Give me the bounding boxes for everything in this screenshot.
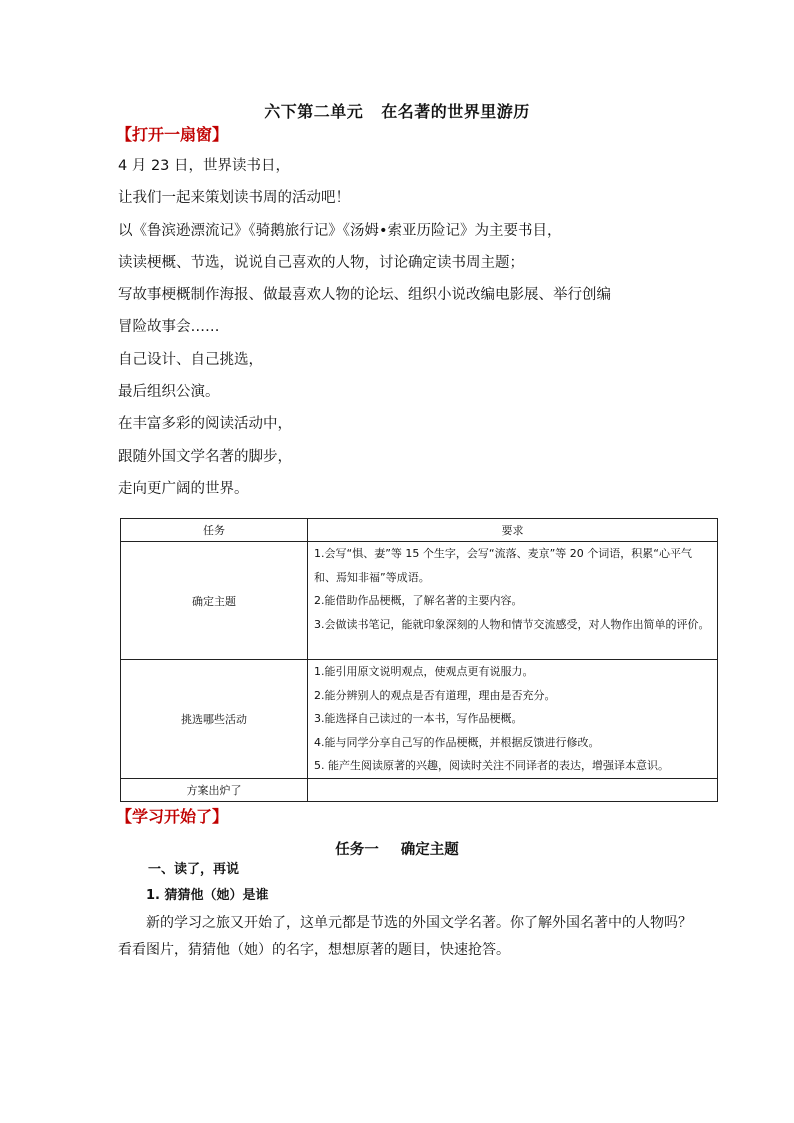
poem-line: 最后组织公演。 bbox=[118, 384, 220, 401]
requirements-cell bbox=[308, 660, 718, 779]
poem-line: 读读梗概、节选，说说自己喜欢的人物，讨论确定读书周主题； bbox=[118, 254, 524, 271]
requirement-line: 2.能借助作品梗概，了解名著的主要内容。 bbox=[314, 594, 523, 607]
table-header-row bbox=[121, 519, 718, 542]
section-heading-open-window: 【打开一扇窗】 bbox=[116, 125, 229, 144]
task-cell: 方案出炉了 bbox=[121, 778, 308, 801]
table-row bbox=[121, 660, 718, 779]
poem-line: 自己设计、自己挑选， bbox=[118, 351, 263, 368]
intro-paragraph bbox=[118, 910, 698, 964]
title-unit: 六下第二单元 bbox=[264, 102, 364, 121]
requirement-line: 3.会做读书笔记，能就印象深刻的人物和情节交流感受，对人物作出简单的评价。 bbox=[314, 617, 710, 631]
requirement-line: 2.能分辨别人的观点是否有道理，理由是否充分。 bbox=[314, 688, 556, 702]
paragraph-text: 新的学习之旅又开始了，这单元都是节选的外国文学名著。你了解外国名著中的人物吗？看看图片，猜猜他（她）的名字，想想原著的题目，快速抢答。 bbox=[118, 915, 692, 958]
intro-poem bbox=[118, 150, 718, 505]
subheading-read-and-say: 一、读了，再说 bbox=[148, 862, 240, 877]
section-heading-learning-begins: 【学习开始了】 bbox=[116, 807, 229, 826]
subheading-guess-who: 1. 猜猜他（她）是谁 bbox=[146, 888, 269, 903]
header-task: 任务 bbox=[121, 519, 308, 542]
task-number: 任务一 bbox=[335, 842, 379, 858]
header-requirements: 要求 bbox=[308, 519, 718, 542]
requirements-cell bbox=[308, 542, 718, 660]
requirement-line: 4.能与同学分享自己写的作品梗概，并根据反馈进行修改。 bbox=[314, 735, 600, 749]
poem-line: 在丰富多彩的阅读活动中， bbox=[118, 416, 292, 433]
requirement-line: 5. 能产生阅读原著的兴趣，阅读时关注不同译者的表达，增强译本意识。 bbox=[314, 759, 669, 772]
requirements-cell bbox=[308, 778, 718, 801]
title-theme: 在名著的世界里游历 bbox=[381, 102, 530, 121]
task-name: 确定主题 bbox=[400, 842, 459, 858]
page-title bbox=[0, 99, 794, 122]
table-row bbox=[121, 778, 718, 801]
table-row bbox=[121, 542, 718, 660]
task-requirements-table bbox=[120, 518, 718, 802]
task-cell: 确定主题 bbox=[121, 542, 308, 660]
requirement-line: 1.会写“惧、妻”等 15 个生字，会写“流落、麦京”等 20 个词语，积累“心平气和、焉知非福”等成语。 bbox=[314, 547, 692, 584]
poem-line: 4 月 23 日，世界读书日， bbox=[118, 158, 291, 174]
poem-line: 走向更广阔的世界。 bbox=[118, 480, 249, 497]
poem-line: 以《鲁滨逊漂流记》《骑鹅旅行记》《汤姆•索亚历险记》为主要书目， bbox=[118, 222, 562, 239]
task-cell: 挑选哪些活动 bbox=[121, 660, 308, 779]
requirement-line: 3.能选择自己读过的一本书，写作品梗概。 bbox=[314, 712, 523, 725]
poem-line: 写故事梗概制作海报、做最喜欢人物的论坛、组织小说改编电影展、举行创编 bbox=[118, 287, 611, 304]
poem-line: 冒险故事会…… bbox=[118, 319, 220, 336]
poem-line: 让我们一起来策划读书周的活动吧！ bbox=[118, 190, 350, 207]
requirement-line: 1.能引用原文说明观点，使观点更有说服力。 bbox=[314, 665, 534, 678]
poem-line: 跟随外国文学名著的脚步， bbox=[118, 448, 292, 465]
task-title bbox=[0, 838, 794, 859]
